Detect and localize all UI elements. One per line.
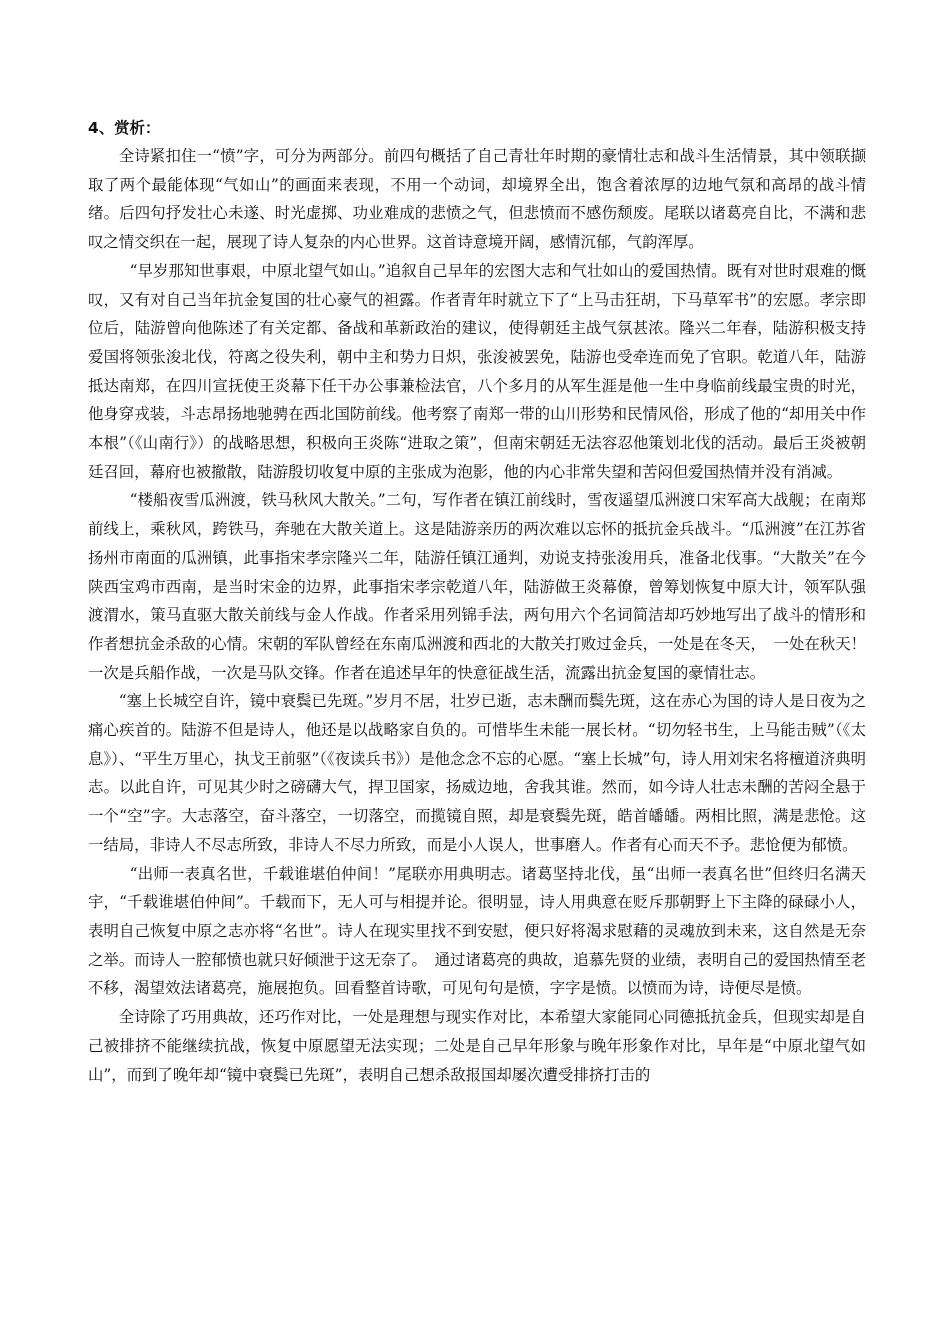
paragraph-line-5-6: “塞上长城空自许，镜中衰鬓已先斑。”岁月不居，壮岁已逝，志未酬而鬓先斑，这在赤心为国的诗人是日夜为之痛心疾首的。陆游不但是诗人，他还是以战略家自负的。可惜毕生未能一展长材。“切勿轻书生，上马能击贼”（《太息》）、“平生万里心，执戈王前驱”（《夜读兵书》）是他念念不忘的心愿。“塞上长城”句，诗人用刘宋名将檀道济典明志。以此自许，可见其少时之磅礴大气，捍卫国家，扬威边地，舍我其谁。然而，如今诗人壮志未酬的苦闷全悬于一个“空”字。大志落空，奋斗落空，一切落空，而揽镜自照，却是衰鬓先斑，皓首皤皤。两相比照，满是悲怆。这一结局，非诗人不尽志所致，非诗人不尽力所致，而是小人误人，世事磨人。作者有心而天不予。悲怆便为郁愤。 — [88, 692, 866, 854]
paragraph-line-7-8: “出师一表真名世，千载谁堪伯仲间！”尾联亦用典明志。诸葛坚持北伐，虽“出师一表真名世”但终归名满天宇，“千载谁堪伯仲间”。千载而下，无人可与相提并论。很明显，诗人用典意在贬斥那朝野上下主降的碌碌小人，表明自己恢复中原之志亦将“名世”。诗人在现实里找不到安慰，便只好将渴求慰藉的灵魂放到未来，这自然是无奈之举。而诗人一腔郁愤也就只好倾泄于这无奈了。 通过诸葛亮的典故，追慕先贤的业绩，表明自己的爱国热情至老不移，渴望效法诸葛亮，施展抱负。回看整首诗歌，可见句句是愤，字字是愤。以愤而为诗，诗便尽是愤。 — [88, 864, 866, 998]
section-heading: 4、赏析： — [88, 119, 161, 137]
paragraph-overview: 全诗紧扣住一“愤”字，可分为两部分。前四句概括了自己青壮年时期的豪情壮志和战斗生活情景，其中领联撷取了两个最能体现“气如山”的画面来表现，不用一个动词，却境界全出，饱含着浓厚的边地气氛和高昂的战斗情绪。后四句抒发壮心未遂、时光虚掷、功业难成的悲愤之气，但悲愤而不感伤颓废。尾联以诸葛亮自比，不满和悲叹之情交织在一起，展现了诗人复杂的内心世界。这首诗意境开阔，感情沉郁，气韵浑厚。 — [88, 147, 866, 252]
document-page — [88, 112, 866, 1089]
paragraph-line-1-2: “早岁那知世事艰，中原北望气如山。”追叙自己早年的宏图大志和气壮如山的爱国热情。既有对世时艰难的慨叹，又有对自己当年抗金复国的壮心豪气的袒露。作者青年时就立下了“上马击狂胡，下马草军书”的宏愿。孝宗即位后，陆游曾向他陈述了有关定都、备战和革新政治的建议，使得朝廷主战气氛甚浓。隆兴二年春，陆游积极支持爱国将领张浚北伐，符离之役失利，朝中主和势力日炽，张浚被罢免，陆游也受牵连而免了官职。乾道八年，陆游抵达南郑，在四川宣抚使王炎幕下任干办公事兼检法官，八个多月的从军生涯是他一生中身临前线最宝贵的时光，他身穿戎装，斗志昂扬地驰骋在西北国防前线。他考察了南郑一带的山川形势和民情风俗，形成了他的“却用关中作本根”（《山南行》）的战略思想，积极向王炎陈“进取之策”，但南宋朝廷无法容忍他策划北伐的活动。最后王炎被朝廷召回，幕府也被撤散，陆游殷切收复中原的主张成为泡影，他的内心非常失望和苦闷但爱国热情并没有消减。 — [88, 261, 866, 481]
paragraph-line-3-4: “楼船夜雪瓜洲渡，铁马秋风大散关。”二句，写作者在镇江前线时，雪夜遥望瓜洲渡口宋军高大战舰；在南郑前线上，乘秋风，跨铁马，奔驰在大散关道上。这是陆游亲历的两次难以忘怀的抵抗金兵战斗。“瓜洲渡”在江苏省扬州市南面的瓜洲镇，此事指宋孝宗隆兴二年，陆游任镇江通判，劝说支持张浚用兵，准备北伐事。“大散关”在今陕西宝鸡市西南，是当时宋金的边界，此事指宋孝宗乾道八年，陆游做王炎幕僚，曾筹划恢复中原大计，领军队强渡渭水，策马直驱大散关前线与金人作战。作者采用列锦手法，两句用六个名词简洁却巧妙地写出了战斗的情形和作者想抗金杀敌的心情。宋朝的军队曾经在东南瓜洲渡和西北的大散关打败过金兵，一处是在冬天， 一处在秋天！一次是兵船作战，一次是马队交锋。作者在追述早年的快意征战生活，流露出抗金复国的豪情壮志。 — [88, 491, 866, 682]
paragraph-contrast: 全诗除了巧用典故，还巧作对比，一处是理想与现实作对比，本希望大家能同心同德抵抗金兵，但现实却是自己被排挤不能继续抗战，恢复中原愿望无法实现；二处是自己早年形象与晚年形象作对比，早年是“中原北望气如山”，而到了晚年却“镜中衰鬓已先斑”，表明自己想杀敌报国却屡次遭受排挤打击的 — [88, 1008, 866, 1084]
